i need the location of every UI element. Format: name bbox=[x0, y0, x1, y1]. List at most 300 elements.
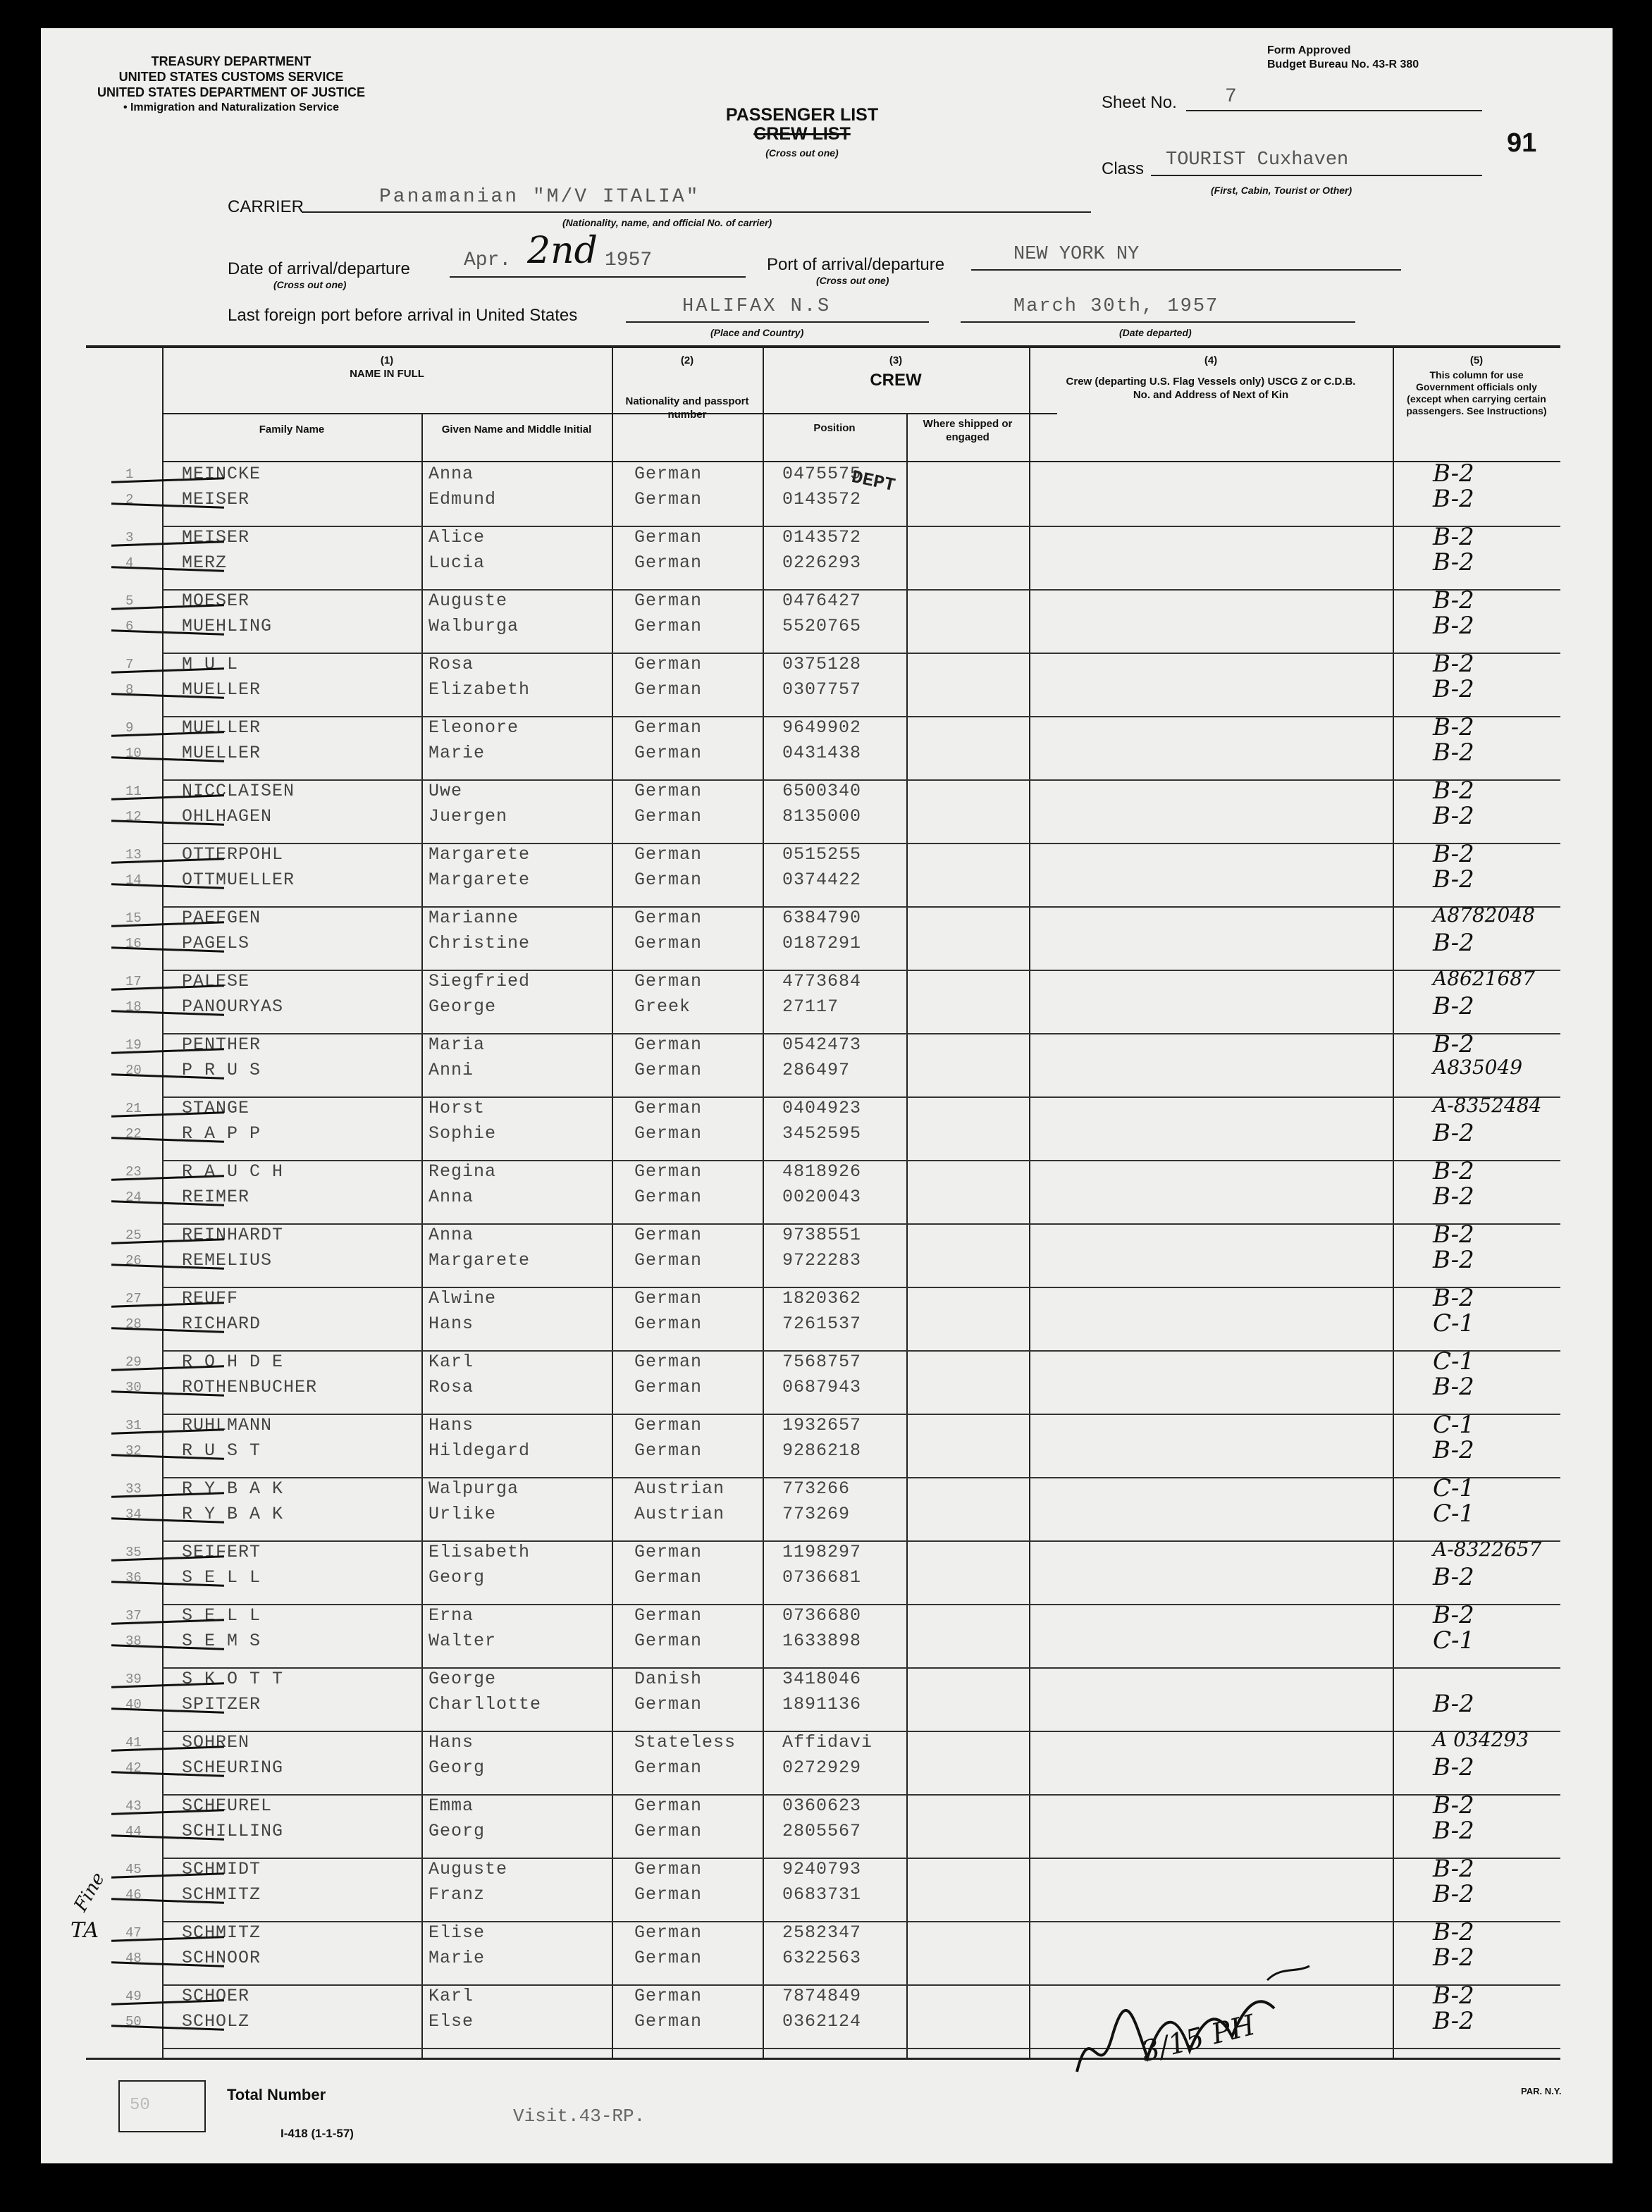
official-note: B-2 bbox=[1433, 1690, 1474, 1718]
col4-number: (4) bbox=[1204, 354, 1218, 366]
row-number: 17 bbox=[125, 974, 142, 989]
given-name: George bbox=[429, 1669, 497, 1689]
family-name: R O H D E bbox=[182, 1352, 284, 1372]
row-number: 39 bbox=[125, 1672, 142, 1687]
given-name: George bbox=[429, 996, 497, 1017]
official-note: B-2 bbox=[1433, 675, 1474, 703]
depart-date-value: March 30th, 1957 bbox=[1013, 296, 1219, 317]
row-number: 15 bbox=[125, 910, 142, 926]
row-number: 49 bbox=[125, 1989, 142, 2004]
col-given-header: Given Name and Middle Initial bbox=[441, 424, 592, 435]
family-name: MUEHLING bbox=[182, 616, 273, 636]
row-number: 33 bbox=[125, 1481, 142, 1497]
passport-number: 4773684 bbox=[782, 971, 862, 991]
total-number-value: 50 bbox=[130, 2096, 150, 2115]
margin-note-ta: TA bbox=[70, 1918, 99, 1943]
signature-note: 3/15 PH bbox=[1138, 2008, 1259, 2069]
arrival-underline bbox=[450, 275, 746, 278]
passport-number: 3452595 bbox=[782, 1123, 862, 1144]
passport-number: 6384790 bbox=[782, 908, 862, 928]
margin-note-fine: Fine bbox=[70, 1869, 109, 1915]
family-name: SOHREN bbox=[182, 1732, 250, 1753]
given-name: Hans bbox=[429, 1415, 474, 1435]
official-note: B-2 bbox=[1433, 650, 1474, 678]
row-number: 40 bbox=[125, 1697, 142, 1712]
passport-number: Affidavi bbox=[782, 1732, 873, 1753]
carrier-note: (Nationality, name, and official No. of carrier) bbox=[562, 217, 772, 228]
col1-title: NAME IN FULL bbox=[350, 368, 424, 380]
row-pair-divider bbox=[162, 2048, 1560, 2049]
nationality: German bbox=[634, 1796, 703, 1816]
given-name: Elise bbox=[429, 1922, 486, 1943]
family-name: P R U S bbox=[182, 1060, 261, 1080]
family-name: SCHEUREL bbox=[182, 1796, 273, 1816]
class-value: TOURIST Cuxhaven bbox=[1166, 149, 1349, 171]
port-note: (Cross out one) bbox=[816, 275, 889, 286]
nationality: German bbox=[634, 1884, 703, 1905]
official-note: B-2 bbox=[1433, 1791, 1474, 1819]
nationality: German bbox=[634, 489, 703, 509]
row-number: 26 bbox=[125, 1253, 142, 1268]
official-note: B-2 bbox=[1433, 992, 1474, 1020]
nationality: German bbox=[634, 1859, 703, 1879]
col-shipped-header: Where shipped or engaged bbox=[923, 418, 1013, 443]
col-position-shipped-rule bbox=[906, 413, 908, 2058]
family-name: NICCLAISEN bbox=[182, 781, 295, 801]
passport-number: 27117 bbox=[782, 996, 839, 1017]
family-name: RUHLMANN bbox=[182, 1415, 273, 1435]
passport-number: 286497 bbox=[782, 1060, 851, 1080]
given-name: Walter bbox=[429, 1631, 497, 1651]
row-number: 38 bbox=[125, 1633, 142, 1649]
agency-header bbox=[62, 54, 400, 116]
row-number: 8 bbox=[125, 682, 134, 698]
form-number: I-418 (1-1-57) bbox=[281, 2127, 354, 2140]
official-note: B-2 bbox=[1433, 1436, 1474, 1464]
given-name: Anna bbox=[429, 1225, 474, 1245]
family-name: PENTHER bbox=[182, 1034, 261, 1055]
official-note: B-2 bbox=[1433, 1918, 1474, 1946]
nationality: German bbox=[634, 908, 703, 928]
official-note: B-2 bbox=[1433, 1817, 1474, 1845]
sheet-value: 7 bbox=[1225, 86, 1237, 108]
family-name: PAEFGEN bbox=[182, 908, 261, 928]
row-number: 27 bbox=[125, 1291, 142, 1306]
row-number: 28 bbox=[125, 1316, 142, 1332]
given-name: Rosa bbox=[429, 654, 474, 674]
row-number: 34 bbox=[125, 1507, 142, 1522]
nationality: German bbox=[634, 1123, 703, 1144]
family-name: S E M S bbox=[182, 1631, 261, 1651]
family-name: OHLHAGEN bbox=[182, 806, 273, 827]
row-number: 32 bbox=[125, 1443, 142, 1459]
passport-number: 9738551 bbox=[782, 1225, 862, 1245]
official-note: B-2 bbox=[1433, 612, 1474, 640]
row-number: 22 bbox=[125, 1126, 142, 1142]
given-name: Marie bbox=[429, 743, 486, 763]
passport-number: 7874849 bbox=[782, 1986, 862, 2006]
family-name: MEINCKE bbox=[182, 464, 261, 484]
nationality: German bbox=[634, 743, 703, 763]
given-name: Margarete bbox=[429, 1250, 531, 1271]
given-name: Georg bbox=[429, 1567, 486, 1588]
family-name: SCHMIDT bbox=[182, 1859, 261, 1879]
title-crew-list: CREW LIST bbox=[753, 124, 851, 144]
family-name: SCHILLING bbox=[182, 1821, 284, 1841]
official-note: A-8322657 bbox=[1433, 1538, 1542, 1561]
passport-number: 0475575 bbox=[782, 464, 862, 484]
title-passenger-list: PASSENGER LIST bbox=[725, 105, 879, 125]
row-number: 23 bbox=[125, 1164, 142, 1180]
passport-number: 0143572 bbox=[782, 527, 862, 548]
official-note: B-2 bbox=[1433, 1753, 1474, 1781]
col-name-nat-rule bbox=[612, 347, 613, 2058]
passport-number: 0307757 bbox=[782, 679, 862, 700]
last-port-value: HALIFAX N.S bbox=[682, 296, 832, 317]
given-name: Hans bbox=[429, 1314, 474, 1334]
given-name: Elisabeth bbox=[429, 1542, 531, 1562]
row-number: 19 bbox=[125, 1037, 142, 1053]
header-bottom-rule bbox=[162, 461, 1560, 462]
family-name: SPITZER bbox=[182, 1694, 261, 1714]
nationality: German bbox=[634, 1187, 703, 1207]
given-name: Eleonore bbox=[429, 717, 519, 738]
family-name: STANGE bbox=[182, 1098, 250, 1118]
row-number: 44 bbox=[125, 1824, 142, 1839]
passport-number: 0143572 bbox=[782, 489, 862, 509]
given-name: Anna bbox=[429, 464, 474, 484]
family-name: SCHOER bbox=[182, 1986, 250, 2006]
row-number: 2 bbox=[125, 492, 134, 507]
passport-number: 2805567 bbox=[782, 1821, 862, 1841]
official-note: B-2 bbox=[1433, 865, 1474, 894]
family-name: PAGELS bbox=[182, 933, 250, 953]
passport-number: 0226293 bbox=[782, 552, 862, 573]
official-note: B-2 bbox=[1433, 586, 1474, 614]
nationality: German bbox=[634, 679, 703, 700]
col3-number: (3) bbox=[889, 354, 903, 366]
given-name: Lucia bbox=[429, 552, 486, 573]
agency-line-3: UNITED STATES DEPARTMENT OF JUSTICE bbox=[97, 85, 365, 99]
row-number: 36 bbox=[125, 1570, 142, 1586]
row-number: 9 bbox=[125, 720, 134, 736]
official-note: A 034293 bbox=[1433, 1728, 1529, 1751]
family-name: MEISER bbox=[182, 527, 250, 548]
form-sheet bbox=[41, 28, 1613, 2163]
agency-line-4: • Immigration and Naturalization Service bbox=[123, 101, 340, 113]
official-note: B-2 bbox=[1433, 1880, 1474, 1908]
row-number: 6 bbox=[125, 619, 134, 634]
given-name: Marianne bbox=[429, 908, 519, 928]
passport-number: 2582347 bbox=[782, 1922, 862, 1943]
passport-number: 1891136 bbox=[782, 1694, 862, 1714]
passport-number: 7261537 bbox=[782, 1314, 862, 1334]
title-note: (Cross out one) bbox=[765, 147, 839, 159]
nationality: German bbox=[634, 616, 703, 636]
family-name: S K O T T bbox=[182, 1669, 284, 1689]
nationality: German bbox=[634, 1631, 703, 1651]
nationality: German bbox=[634, 806, 703, 827]
nationality: German bbox=[634, 1377, 703, 1397]
passport-number: 0515255 bbox=[782, 844, 862, 865]
visit-stamp: Visit.43-RP. bbox=[513, 2106, 646, 2127]
col3-title: CREW bbox=[870, 371, 922, 390]
passport-number: 0374422 bbox=[782, 870, 862, 890]
official-note: C-1 bbox=[1433, 1347, 1475, 1376]
nationality: German bbox=[634, 527, 703, 548]
col-family-header: Family Name bbox=[259, 424, 325, 435]
passport-number: 0020043 bbox=[782, 1187, 862, 1207]
nationality: German bbox=[634, 933, 703, 953]
official-note: B-2 bbox=[1433, 1855, 1474, 1883]
given-name: Anna bbox=[429, 1187, 474, 1207]
passport-number: 6322563 bbox=[782, 1948, 862, 1968]
family-name: M U L bbox=[182, 654, 239, 674]
given-name: Elizabeth bbox=[429, 679, 531, 700]
row-number: 47 bbox=[125, 1925, 142, 1941]
nationality: German bbox=[634, 1314, 703, 1334]
row-number: 43 bbox=[125, 1798, 142, 1814]
nationality: German bbox=[634, 1352, 703, 1372]
family-name: R Y B A K bbox=[182, 1504, 284, 1524]
passport-number: 9649902 bbox=[782, 717, 862, 738]
passport-number: 0404923 bbox=[782, 1098, 862, 1118]
family-name: MUELLER bbox=[182, 717, 261, 738]
official-note: B-2 bbox=[1433, 739, 1474, 767]
row-number: 45 bbox=[125, 1862, 142, 1877]
col1-header bbox=[162, 354, 612, 381]
family-name: SCHNOOR bbox=[182, 1948, 261, 1968]
nationality: German bbox=[634, 1440, 703, 1461]
nationality: German bbox=[634, 1605, 703, 1626]
row-number: 20 bbox=[125, 1063, 142, 1078]
nationality: German bbox=[634, 1250, 703, 1271]
col2-number: (2) bbox=[680, 354, 694, 366]
family-name: MUELLER bbox=[182, 679, 261, 700]
given-name: Alwine bbox=[429, 1288, 497, 1309]
official-note: A-8352484 bbox=[1433, 1094, 1542, 1117]
given-name: Franz bbox=[429, 1884, 486, 1905]
passport-number: 0542473 bbox=[782, 1034, 862, 1055]
total-number-label: Total Number bbox=[227, 2086, 326, 2103]
passport-number: 1820362 bbox=[782, 1288, 862, 1309]
last-port-label: Last foreign port before arrival in United States bbox=[228, 306, 578, 325]
carrier-label: CARRIER bbox=[228, 197, 304, 216]
passport-number: 0187291 bbox=[782, 933, 862, 953]
class-note: (First, Cabin, Tourist or Other) bbox=[1211, 185, 1352, 196]
given-name: Auguste bbox=[429, 1859, 508, 1879]
col4-title: Crew (departing U.S. Flag Vessels only) USCG Z or C.D.B. No. and Address of Next of Kin bbox=[1066, 376, 1356, 401]
passport-number: 9722283 bbox=[782, 1250, 862, 1271]
official-note: B-2 bbox=[1433, 1157, 1474, 1185]
official-note: A8782048 bbox=[1433, 903, 1535, 927]
official-note: A835049 bbox=[1433, 1056, 1523, 1079]
given-name: Urlike bbox=[429, 1504, 497, 1524]
passport-number: 6500340 bbox=[782, 781, 862, 801]
row-number: 42 bbox=[125, 1760, 142, 1776]
passport-number: 0687943 bbox=[782, 1377, 862, 1397]
given-name: Juergen bbox=[429, 806, 508, 827]
nationality: German bbox=[634, 1922, 703, 1943]
family-name: PALESE bbox=[182, 971, 250, 991]
row-number: 1 bbox=[125, 467, 134, 482]
family-name: S E L L bbox=[182, 1567, 261, 1588]
official-note: C-1 bbox=[1433, 1474, 1475, 1502]
given-name: Emma bbox=[429, 1796, 474, 1816]
dept-stamp: DEPT bbox=[849, 466, 897, 497]
col1-number: (1) bbox=[380, 354, 394, 366]
row-number: 4 bbox=[125, 555, 134, 571]
given-name: Hans bbox=[429, 1732, 474, 1753]
depart-date-note: (Date departed) bbox=[1119, 327, 1192, 338]
nationality: German bbox=[634, 1161, 703, 1182]
passport-number: 1198297 bbox=[782, 1542, 862, 1562]
nationality: Austrian bbox=[634, 1478, 725, 1499]
official-note: B-2 bbox=[1433, 1563, 1474, 1591]
nationality: German bbox=[634, 1694, 703, 1714]
official-note: C-1 bbox=[1433, 1626, 1475, 1655]
nationality: German bbox=[634, 654, 703, 674]
arrival-year: 1957 bbox=[605, 249, 653, 271]
row-number: 48 bbox=[125, 1951, 142, 1966]
last-port-underline bbox=[626, 320, 929, 323]
family-name: PANOURYAS bbox=[182, 996, 284, 1017]
nationality: Stateless bbox=[634, 1732, 736, 1753]
given-name: Charllotte bbox=[429, 1694, 542, 1714]
given-name: Rosa bbox=[429, 1377, 474, 1397]
official-note: B-2 bbox=[1433, 840, 1474, 868]
depart-date-underline bbox=[961, 320, 1355, 323]
family-name: MEISER bbox=[182, 489, 250, 509]
given-name: Walpurga bbox=[429, 1478, 519, 1499]
given-name: Uwe bbox=[429, 781, 463, 801]
row-number: 16 bbox=[125, 936, 142, 951]
col-position-header: Position bbox=[813, 422, 856, 434]
family-name: R A P P bbox=[182, 1123, 261, 1144]
total-number-box bbox=[118, 2080, 206, 2132]
nationality: German bbox=[634, 1757, 703, 1778]
family-name: SCHOLZ bbox=[182, 2011, 250, 2032]
form-approved-line-1: Form Approved bbox=[1267, 44, 1351, 56]
family-name: MERZ bbox=[182, 552, 228, 573]
given-name: Karl bbox=[429, 1352, 474, 1372]
passport-number: 0476427 bbox=[782, 591, 862, 611]
row-number: 35 bbox=[125, 1545, 142, 1560]
arrival-month: Apr. bbox=[464, 249, 512, 271]
official-note: B-2 bbox=[1433, 459, 1474, 488]
nationality: Austrian bbox=[634, 1504, 725, 1524]
table-top-rule bbox=[86, 345, 1560, 348]
passport-number: 773266 bbox=[782, 1478, 851, 1499]
given-name: Anni bbox=[429, 1060, 474, 1080]
nationality: German bbox=[634, 1098, 703, 1118]
nationality: Greek bbox=[634, 996, 691, 1017]
port-underline bbox=[971, 268, 1401, 271]
row-number: 14 bbox=[125, 872, 142, 888]
given-name: Regina bbox=[429, 1161, 497, 1182]
carrier-underline bbox=[302, 210, 1091, 213]
given-name: Hildegard bbox=[429, 1440, 531, 1461]
row-number: 18 bbox=[125, 999, 142, 1015]
nationality: German bbox=[634, 1986, 703, 2006]
official-note: B-2 bbox=[1433, 1601, 1474, 1629]
class-label: Class bbox=[1102, 159, 1145, 178]
row-pair-divider bbox=[162, 1477, 1560, 1478]
col-crew-kin-rule bbox=[1029, 347, 1030, 2058]
nationality: German bbox=[634, 717, 703, 738]
passport-number: 1932657 bbox=[782, 1415, 862, 1435]
row-number: 31 bbox=[125, 1418, 142, 1433]
carrier-value: Panamanian "M/V ITALIA" bbox=[379, 186, 701, 208]
col-kin-govt-rule bbox=[1393, 347, 1394, 2058]
given-name: Georg bbox=[429, 1821, 486, 1841]
family-name: REUFF bbox=[182, 1288, 239, 1309]
nationality: German bbox=[634, 844, 703, 865]
col2-title: Nationality and passport number bbox=[625, 395, 749, 421]
class-underline bbox=[1151, 173, 1482, 176]
passport-number: 0362124 bbox=[782, 2011, 862, 2032]
row-number: 37 bbox=[125, 1608, 142, 1624]
page-number: 91 bbox=[1507, 128, 1537, 158]
official-note: B-2 bbox=[1433, 1944, 1474, 1972]
port-label: Port of arrival/departure bbox=[767, 255, 945, 274]
official-note: C-1 bbox=[1433, 1309, 1475, 1337]
official-note: C-1 bbox=[1433, 1500, 1475, 1528]
given-name: Walburga bbox=[429, 616, 519, 636]
official-note: B-2 bbox=[1433, 1982, 1474, 2010]
given-name: Alice bbox=[429, 527, 486, 548]
family-name: SCHMITZ bbox=[182, 1922, 261, 1943]
printer-mark: PAR. N.Y. bbox=[1521, 2086, 1562, 2096]
official-note: B-2 bbox=[1433, 929, 1474, 957]
family-name: S E L L bbox=[182, 1605, 261, 1626]
passport-number: 5520765 bbox=[782, 616, 862, 636]
passport-number: 9240793 bbox=[782, 1859, 862, 1879]
nationality: German bbox=[634, 781, 703, 801]
arrival-day-handwritten: 2nd bbox=[527, 230, 598, 272]
row-number: 46 bbox=[125, 1887, 142, 1903]
row-number: 41 bbox=[125, 1735, 142, 1750]
row-number: 25 bbox=[125, 1228, 142, 1243]
given-name: Else bbox=[429, 2011, 474, 2032]
passport-number: 773269 bbox=[782, 1504, 851, 1524]
official-note: B-2 bbox=[1433, 1030, 1474, 1058]
given-name: Georg bbox=[429, 1757, 486, 1778]
last-port-note: (Place and Country) bbox=[710, 327, 804, 338]
row-number: 24 bbox=[125, 1190, 142, 1205]
given-name: Erna bbox=[429, 1605, 474, 1626]
nationality: German bbox=[634, 1225, 703, 1245]
family-name: MUELLER bbox=[182, 743, 261, 763]
official-note: B-2 bbox=[1433, 548, 1474, 576]
official-signature bbox=[1028, 1931, 1324, 2114]
row-number: 29 bbox=[125, 1354, 142, 1370]
nationality: German bbox=[634, 1060, 703, 1080]
official-note: B-2 bbox=[1433, 1373, 1474, 1401]
row-number: 30 bbox=[125, 1380, 142, 1395]
passport-number: 0360623 bbox=[782, 1796, 862, 1816]
form-approved-line-2: Budget Bureau No. 43-R 380 bbox=[1267, 58, 1419, 70]
row-number: 13 bbox=[125, 847, 142, 863]
col-nat-crew-rule bbox=[763, 347, 764, 2058]
family-name: RICHARD bbox=[182, 1314, 261, 1334]
sheet-label: Sheet No. bbox=[1102, 93, 1177, 112]
nationality: German bbox=[634, 1567, 703, 1588]
nationality: German bbox=[634, 464, 703, 484]
row-number: 7 bbox=[125, 657, 134, 672]
family-name: OTTMUELLER bbox=[182, 870, 295, 890]
passport-number: 9286218 bbox=[782, 1440, 862, 1461]
